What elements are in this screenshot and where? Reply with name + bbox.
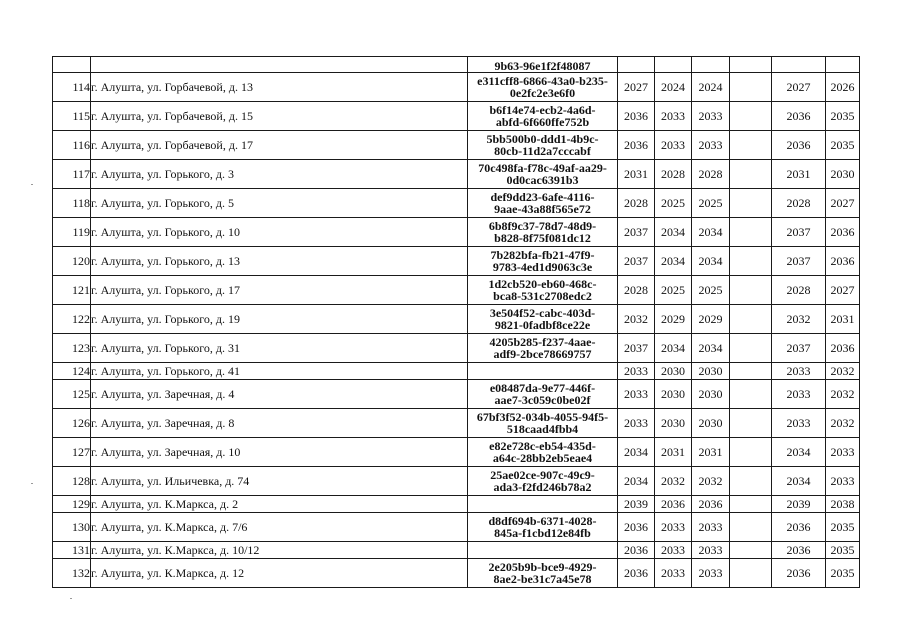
row-number-cell: 130 [53,513,91,542]
guid-line: 6b8f9c37-78d7-48d9- [488,219,597,233]
address-cell: г. Алушта, ул. Горбачевой, д. 13 [91,73,468,102]
row-number-cell: 126 [53,409,91,438]
guid-line: b828-8f75f081dc12 [494,231,591,245]
address-cell: г. Алушта, ул. Горького, д. 3 [91,160,468,189]
row-number-cell: 121 [53,276,91,305]
address-cell: г. Алушта, ул. Горького, д. 10 [91,218,468,247]
year-cell: 2030 [692,363,730,380]
row-number-cell: 124 [53,363,91,380]
year-cell [826,57,860,73]
table-row [53,363,860,380]
year-cell: 2035 [826,131,860,160]
year-cell: 2034 [772,467,826,496]
year-cell: 2030 [655,363,692,380]
year-cell: 2036 [655,496,692,513]
address-cell: г. Алушта, ул. К.Маркса, д. 10/12 [91,542,468,559]
year-cell: 2025 [655,276,692,305]
address-cell: г. Алушта, ул. Горького, д. 19 [91,305,468,334]
guid-cell [468,513,618,542]
year-cell: 2033 [655,131,692,160]
year-cell [730,380,772,409]
address-cell: г. Алушта, ул. Горького, д. 5 [91,189,468,218]
year-cell: 2033 [692,513,730,542]
year-cell: 2037 [618,247,655,276]
table-row [53,160,860,189]
table-row [53,218,860,247]
year-cell: 2034 [692,334,730,363]
year-cell: 2030 [692,380,730,409]
year-cell [730,363,772,380]
table-row [53,247,860,276]
year-cell: 2033 [772,409,826,438]
year-cell [730,218,772,247]
guid-line: 845a-f1cbd12e84fb [494,526,591,540]
year-cell: 2031 [618,160,655,189]
year-cell [730,438,772,467]
table-row-fragment [53,57,860,73]
guid-line: a64c-28bb2eb5eae4 [492,451,593,465]
year-cell: 2039 [618,496,655,513]
year-cell: 2036 [772,102,826,131]
year-cell: 2031 [772,160,826,189]
year-cell: 2036 [618,102,655,131]
table-row [53,409,860,438]
guid-cell [468,189,618,218]
address-cell: г. Алушта, ул. К.Маркса, д. 12 [91,559,468,588]
guid-line: 8ae2-be31c7a45e78 [493,572,592,586]
guid-line: 25ae02ce-907c-49c9- [490,468,595,482]
year-cell: 2037 [772,247,826,276]
year-cell: 2025 [655,189,692,218]
table-row [53,438,860,467]
scan-speck [70,598,72,599]
year-cell: 2037 [772,218,826,247]
address-cell: г. Алушта, ул. Горького, д. 13 [91,247,468,276]
guid-line: 9b63-96e1f2f48087 [494,59,591,73]
guid-cell [468,218,618,247]
guid-line: 4205b285-f237-4aae- [489,335,596,349]
row-number-cell: 125 [53,380,91,409]
year-cell: 2030 [655,409,692,438]
year-cell [730,305,772,334]
year-cell: 2032 [618,305,655,334]
year-cell [730,496,772,513]
table-row [53,131,860,160]
guid-cell [468,559,618,588]
year-cell: 2027 [618,73,655,102]
guid-line: 1d2cb520-eb60-468c- [488,277,597,291]
table-row [53,73,860,102]
address-cell: г. Алушта, ул. Горького, д. 31 [91,334,468,363]
guid-line: e08487da-9e77-446f- [489,381,596,395]
guid-line: 9821-0fadbf8ce22e [494,318,591,332]
year-cell: 2033 [692,131,730,160]
guid-line: d8df694b-6371-4028- [488,514,597,528]
guid-line: 3e504f52-cabc-403d- [489,306,596,320]
year-cell [730,73,772,102]
year-cell: 2025 [692,276,730,305]
table-row [53,305,860,334]
year-cell: 2036 [772,542,826,559]
year-cell: 2033 [692,102,730,131]
address-cell: г. Алушта, ул. К.Маркса, д. 2 [91,496,468,513]
row-number-cell: 131 [53,542,91,559]
guid-line: abfd-6f660ffe752b [495,115,590,129]
year-cell: 2035 [826,513,860,542]
row-number-cell: 115 [53,102,91,131]
year-cell [730,276,772,305]
year-cell: 2033 [618,409,655,438]
row-number-cell: 114 [53,73,91,102]
year-cell: 2036 [772,131,826,160]
year-cell: 2034 [772,438,826,467]
address-cell: г. Алушта, ул. Горького, д. 17 [91,276,468,305]
year-cell: 2034 [618,438,655,467]
guid-cell [468,380,618,409]
year-cell: 2037 [618,334,655,363]
year-cell [730,131,772,160]
row-number-cell: 122 [53,305,91,334]
year-cell: 2024 [655,73,692,102]
year-cell: 2033 [655,559,692,588]
table-row [53,380,860,409]
year-cell: 2027 [826,276,860,305]
year-cell: 2036 [618,559,655,588]
year-cell [730,467,772,496]
row-number-cell [53,57,91,73]
year-cell: 2028 [618,189,655,218]
row-number-cell: 129 [53,496,91,513]
year-cell: 2034 [692,218,730,247]
year-cell: 2035 [826,559,860,588]
year-cell [730,409,772,438]
table-row [53,334,860,363]
year-cell: 2033 [826,467,860,496]
year-cell: 2034 [692,247,730,276]
address-cell: г. Алушта, ул. Горбачевой, д. 15 [91,102,468,131]
year-cell: 2035 [826,102,860,131]
year-cell [655,57,692,73]
year-cell: 2034 [655,218,692,247]
year-cell [772,57,826,73]
guid-line: aae7-3c059c0be02f [494,393,591,407]
year-cell: 2031 [826,305,860,334]
year-cell: 2028 [772,276,826,305]
guid-line: 9783-4ed1d9063c3e [492,260,593,274]
year-cell: 2036 [618,513,655,542]
year-cell [730,542,772,559]
guid-line: 9aae-43a88f565e72 [494,202,591,216]
guid-cell [468,542,618,559]
guid-line: 67bf3f52-034b-4055-94f5- [476,410,609,424]
guid-line: e311cff8-6866-43a0-b235- [477,74,608,88]
year-cell: 2025 [692,189,730,218]
year-cell: 2033 [655,102,692,131]
table-row [53,467,860,496]
table-row [53,276,860,305]
year-cell: 2033 [618,380,655,409]
guid-cell [468,131,618,160]
year-cell: 2033 [655,513,692,542]
guid-line: b6f14e74-ecb2-4a6d- [489,103,596,117]
address-cell: г. Алушта, ул. К.Маркса, д. 7/6 [91,513,468,542]
guid-line: def9dd23-6afe-4116- [490,190,595,204]
year-cell: 2036 [826,218,860,247]
year-cell: 2033 [618,363,655,380]
year-cell: 2032 [772,305,826,334]
year-cell [730,57,772,73]
year-cell: 2036 [826,334,860,363]
year-cell: 2036 [692,496,730,513]
year-cell: 2035 [826,542,860,559]
year-cell: 2030 [692,409,730,438]
row-number-cell: 118 [53,189,91,218]
guid-line: 0e2fc2e3e6f0 [509,86,576,100]
table-row [53,496,860,513]
year-cell: 2032 [826,380,860,409]
year-cell: 2033 [655,542,692,559]
scan-speck [31,184,33,185]
guid-cell [468,409,618,438]
table-row [53,513,860,542]
year-cell [730,334,772,363]
year-cell: 2034 [618,467,655,496]
scan-speck [31,483,33,484]
year-cell: 2028 [655,160,692,189]
year-cell: 2036 [772,513,826,542]
guid-line: 0d0cac6391b3 [506,173,579,187]
year-cell: 2024 [692,73,730,102]
table-row [53,542,860,559]
guid-cell [468,247,618,276]
guid-line: 7b282bfa-fb21-47f9- [490,248,595,262]
year-cell: 2036 [772,559,826,588]
year-cell [692,57,730,73]
guid-line: 518caad4fbb4 [506,422,579,436]
guid-line: 70c498fa-f78c-49af-aa29- [478,161,607,175]
year-cell: 2032 [655,467,692,496]
year-cell: 2030 [655,380,692,409]
year-cell [730,513,772,542]
year-cell: 2038 [826,496,860,513]
guid-cell [468,305,618,334]
year-cell: 2037 [772,334,826,363]
row-number-cell: 120 [53,247,91,276]
table-row [53,559,860,588]
guid-line: 5bb500b0-ddd1-4b9c- [486,132,599,146]
address-cell: г. Алушта, ул. Заречная, д. 4 [91,380,468,409]
year-cell: 2030 [826,160,860,189]
year-cell: 2036 [618,131,655,160]
table-row [53,102,860,131]
year-cell: 2032 [826,409,860,438]
address-cell: г. Алушта, ул. Ильичевка, д. 74 [91,467,468,496]
year-cell [618,57,655,73]
year-cell: 2032 [826,363,860,380]
row-number-cell: 132 [53,559,91,588]
registry-body [53,57,860,588]
year-cell [730,102,772,131]
guid-cell [468,57,618,73]
year-cell: 2033 [772,380,826,409]
year-cell: 2028 [772,189,826,218]
row-number-cell: 128 [53,467,91,496]
row-number-cell: 119 [53,218,91,247]
address-cell: г. Алушта, ул. Горбачевой, д. 17 [91,131,468,160]
row-number-cell: 116 [53,131,91,160]
year-cell: 2028 [618,276,655,305]
table-row [53,189,860,218]
guid-line: adf9-2bce78669757 [493,347,592,361]
guid-cell [468,363,618,380]
address-cell [91,57,468,73]
housing-registry-table [52,56,860,588]
year-cell: 2036 [618,542,655,559]
row-number-cell: 117 [53,160,91,189]
year-cell: 2033 [772,363,826,380]
year-cell [730,247,772,276]
year-cell: 2031 [655,438,692,467]
row-number-cell: 127 [53,438,91,467]
address-cell: г. Алушта, ул. Заречная, д. 10 [91,438,468,467]
guid-line: 2e205b9b-bce9-4929- [488,560,597,574]
year-cell: 2032 [692,467,730,496]
year-cell: 2027 [772,73,826,102]
year-cell: 2029 [655,305,692,334]
year-cell [730,160,772,189]
guid-cell [468,496,618,513]
year-cell: 2039 [772,496,826,513]
year-cell: 2033 [826,438,860,467]
guid-line: bca8-531c2708edc2 [493,289,592,303]
guid-cell [468,276,618,305]
address-cell: г. Алушта, ул. Горького, д. 41 [91,363,468,380]
guid-cell [468,438,618,467]
guid-cell [468,334,618,363]
year-cell: 2026 [826,73,860,102]
year-cell: 2036 [826,247,860,276]
year-cell: 2033 [692,542,730,559]
year-cell: 2034 [655,334,692,363]
year-cell [730,559,772,588]
year-cell: 2034 [655,247,692,276]
year-cell [730,189,772,218]
guid-line: 80cb-11d2a7cccabf [494,144,591,158]
year-cell: 2027 [826,189,860,218]
year-cell: 2033 [692,559,730,588]
year-cell: 2037 [618,218,655,247]
guid-cell [468,102,618,131]
guid-cell [468,467,618,496]
address-cell: г. Алушта, ул. Заречная, д. 8 [91,409,468,438]
guid-line: e82e728c-eb54-435d- [489,439,596,453]
guid-cell [468,73,618,102]
year-cell: 2029 [692,305,730,334]
year-cell: 2028 [692,160,730,189]
guid-cell [468,160,618,189]
guid-line: ada3-f2fd246b78a2 [493,480,592,494]
year-cell: 2031 [692,438,730,467]
row-number-cell: 123 [53,334,91,363]
